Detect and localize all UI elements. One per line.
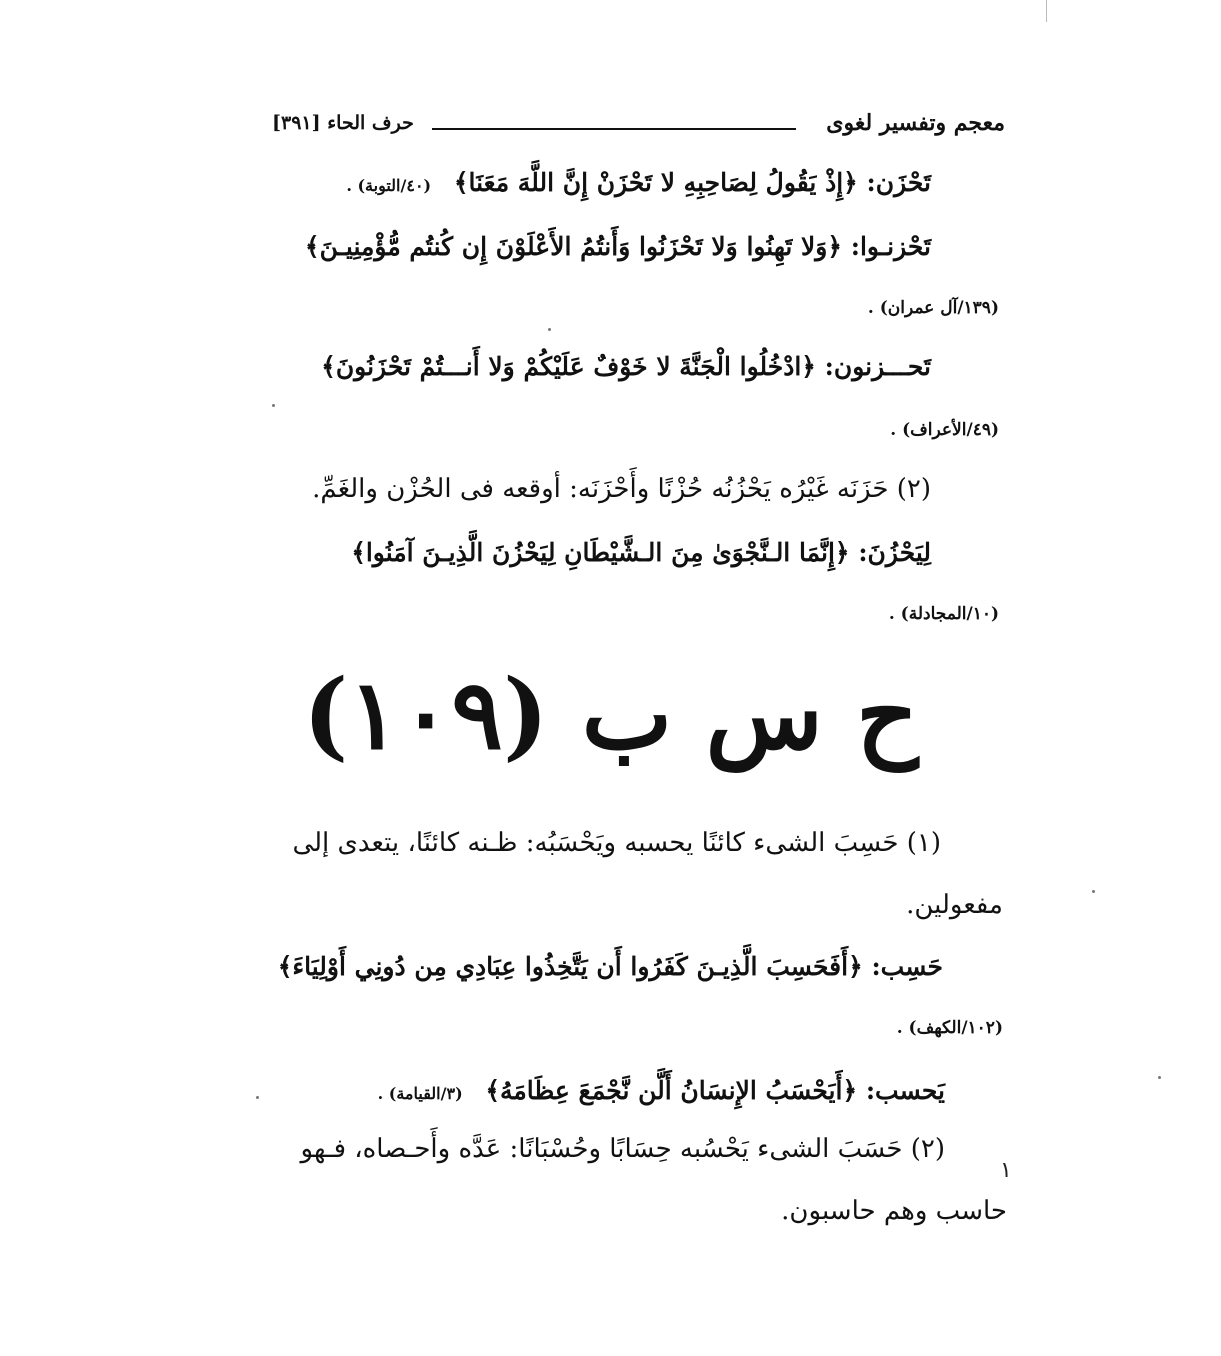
scan-speck — [256, 1096, 259, 1099]
entry-line — [305, 232, 931, 261]
quran-reference: (٤٠/التوبة) . — [346, 176, 432, 195]
quran-reference: (٣/القيامة) . — [377, 1084, 463, 1103]
entry-word: لِيَحْزُنَ: — [858, 538, 931, 567]
running-header-section: حرف الحاء [٣٩١] — [272, 112, 414, 134]
entry-word: تَحْزَن: — [866, 168, 931, 197]
page-edge-line — [1046, 0, 1047, 22]
quran-reference: (١٠٢/الكهف) . — [896, 1018, 1003, 1038]
entry-line — [346, 168, 931, 197]
definition-paragraph-line: حاسب وهم حاسبون. — [781, 1196, 1007, 1226]
quran-quote: ﴿أَيَحْسَبُ الإِنسَانُ أَلَّن نَّجْمَعَ عِظَامَهُ﴾ — [485, 1076, 858, 1105]
root-heading: ح س ب (١٠٩) — [302, 658, 919, 771]
quran-quote: ﴿إِنَّمَا الـنَّجْوَىٰ مِنَ الـشَّيْطَانِ لِيَحْزُنَ الَّذِيـنَ آمَنُوا﴾ — [351, 538, 850, 567]
entry-line — [351, 538, 931, 567]
entry-word: تَحـــزنون: — [824, 352, 931, 381]
entry-word: يَحسب: — [865, 1076, 945, 1105]
quran-reference: (٤٩/الأعراف) . — [890, 420, 999, 440]
margin-mark: ١ — [1000, 1158, 1012, 1183]
entry-line — [278, 952, 943, 981]
definition-paragraph: (٢) حَزَنَه غَيْرُه يَحْزُنُه حُزْنًا وأَحْزَنَه: أوقعه فى الحُزْن والغَمِّ. — [312, 474, 931, 504]
entry-line — [321, 352, 931, 381]
entry-word: تَحْزنـوا: — [850, 232, 931, 261]
quran-reference: (١٠/المجادلة) . — [888, 604, 999, 624]
running-header-book-title: معجم وتفسير لغوى — [826, 110, 1005, 136]
scan-speck — [272, 404, 275, 407]
scan-speck — [1092, 890, 1095, 893]
quran-quote: ﴿أَفَحَسِبَ الَّذِيـنَ كَفَرُوا أَن يَتَّخِذُوا عِبَادِي مِن دُونِي أَوْلِيَاءَ﴾ — [277, 952, 863, 981]
scan-speck — [548, 328, 551, 331]
entry-line — [378, 1076, 945, 1105]
definition-paragraph-line: (١) حَسِبَ الشىء كائنًا يحسبه ويَحْسَبُه: ظـنه كائنًا، يتعدى إلى — [292, 828, 941, 858]
definition-paragraph-line: مفعولين. — [906, 890, 1003, 920]
entry-word: حَسِب: — [871, 952, 943, 981]
quran-quote: ﴿وَلا تَهِنُوا وَلا تَحْزَنُوا وَأَنتُمُ الأَعْلَوْنَ إِن كُنتُم مُّؤْمِنِيـنَ﴾ — [304, 232, 843, 261]
quran-reference: (١٣٩/آل عمران) . — [867, 298, 999, 318]
definition-paragraph-line: (٢) حَسَبَ الشىء يَحْسُبه حِسَابًا وحُسْبَانًا: عَدَّه وأَحـصاه، فـهو — [300, 1134, 945, 1164]
header-divider-rule — [432, 128, 796, 130]
quran-quote: ﴿إِذْ يَقُولُ لِصَاحِبِهِ لا تَحْزَنْ إِنَّ اللَّهَ مَعَنَا﴾ — [453, 168, 858, 197]
quran-quote: ﴿ادْخُلُوا الْجَنَّةَ لا خَوْفٌ عَلَيْكُمْ وَلا أَنـــتُمْ تَحْزَنُونَ﴾ — [321, 352, 816, 381]
scan-speck — [1158, 1076, 1161, 1079]
